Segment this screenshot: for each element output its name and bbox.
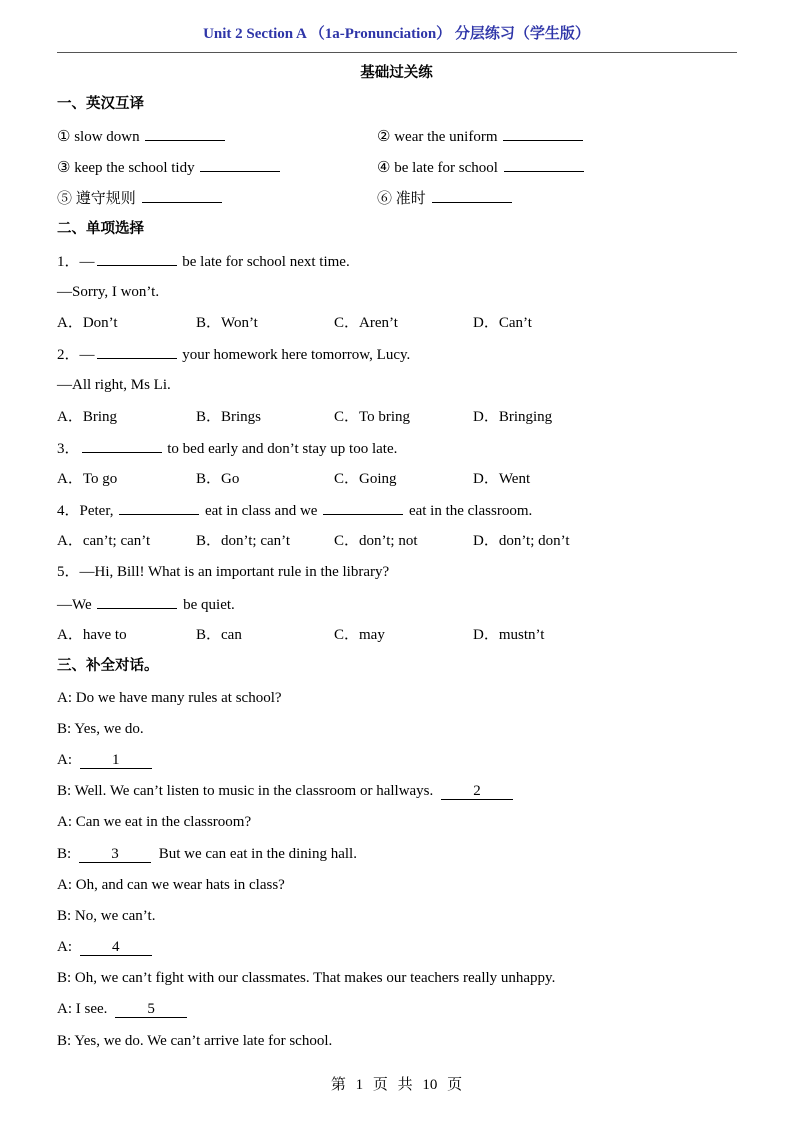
q1-options	[57, 313, 737, 333]
dialogue-line: A: Oh, and can we wear hats in class?	[57, 877, 285, 893]
answer-blank[interactable]	[432, 188, 512, 203]
option-c[interactable]: C．Going	[334, 471, 397, 487]
translate-item-2: ② wear the uniform	[377, 129, 498, 145]
speaker: B:	[57, 846, 72, 862]
translate-item-6: ⑥ 准时	[377, 191, 426, 207]
q4-text-mid: eat in class and we	[204, 503, 318, 519]
option-b[interactable]: B．Won’t	[196, 315, 258, 331]
question-1	[57, 251, 350, 272]
speaker: A:	[57, 939, 72, 955]
q4-text: eat in the classroom.	[408, 503, 533, 519]
option-a[interactable]: A．have to	[57, 627, 127, 643]
speaker: A:	[57, 752, 72, 768]
translate-item-3: ③ keep the school tidy	[57, 160, 195, 176]
q4-options	[57, 531, 737, 551]
q3-number: 3．	[57, 441, 80, 457]
numbered-blank-4[interactable]: 4	[80, 939, 152, 956]
option-c[interactable]: C．may	[334, 627, 385, 643]
part3-heading: 三、补全对话。	[57, 658, 159, 674]
q2-reply: —All right, Ms Li.	[57, 377, 171, 393]
translate-item-1: ① slow down	[57, 129, 140, 145]
question-4	[57, 500, 532, 521]
page-footer: 第 1 页 共 10 页	[330, 1077, 463, 1093]
translate-row-3	[57, 188, 737, 209]
q5-options	[57, 625, 737, 645]
option-d[interactable]: D．Went	[473, 471, 531, 487]
header-divider	[57, 52, 737, 53]
translate-item-5: ⑤ 遵守规则	[57, 191, 136, 207]
q5-text: be quiet.	[183, 597, 235, 613]
q4-number: 4．Peter,	[57, 503, 114, 519]
dialogue-line: B: Yes, we do. We can’t arrive late for school.	[57, 1033, 333, 1049]
q3-text: to bed early and don’t stay up too late.	[167, 441, 398, 457]
q1-reply: —Sorry, I won’t.	[57, 284, 160, 300]
answer-blank[interactable]	[200, 157, 280, 172]
question-5: 5．—Hi, Bill! What is an important rule in the library?	[57, 564, 390, 580]
translate-item-4: ④ be late for school	[377, 160, 498, 176]
answer-blank[interactable]	[97, 251, 177, 266]
option-a[interactable]: A．To go	[57, 471, 118, 487]
answer-blank[interactable]	[323, 500, 403, 515]
answer-blank[interactable]	[503, 126, 583, 141]
option-b[interactable]: B．Brings	[196, 409, 262, 425]
q5-reply	[57, 594, 235, 615]
question-2	[57, 344, 410, 365]
option-c[interactable]: C．don’t; not	[334, 533, 418, 549]
question-3	[57, 438, 397, 459]
numbered-blank-1[interactable]: 1	[80, 752, 152, 769]
answer-blank[interactable]	[119, 500, 199, 515]
option-d[interactable]: D．Can’t	[473, 315, 532, 331]
numbered-blank-5[interactable]: 5	[115, 1001, 187, 1018]
dialogue-line: A: Can we eat in the classroom?	[57, 814, 252, 830]
section-title: 基础过关练	[360, 65, 433, 81]
answer-blank[interactable]	[504, 157, 584, 172]
option-b[interactable]: B．don’t; can’t	[196, 533, 291, 549]
dialogue-text: A: I see.	[57, 1001, 108, 1017]
translate-row-1	[57, 126, 737, 147]
q2-options	[57, 407, 737, 427]
q1-text: be late for school next time.	[182, 254, 350, 270]
answer-blank[interactable]	[97, 344, 177, 359]
answer-blank[interactable]	[82, 438, 162, 453]
numbered-blank-3[interactable]: 3	[79, 846, 151, 863]
option-a[interactable]: A．Bring	[57, 409, 118, 425]
dialogue-line: B: Oh, we can’t fight with our classmates. That makes our teachers really unhappy.	[57, 970, 556, 986]
dialogue-line: A: Do we have many rules at school?	[57, 690, 282, 706]
option-d[interactable]: D．don’t; don’t	[473, 533, 570, 549]
numbered-blank-2[interactable]: 2	[441, 783, 513, 800]
option-c[interactable]: C．Aren’t	[334, 315, 398, 331]
option-b[interactable]: B．Go	[196, 471, 240, 487]
dialogue-text: B: Well. We can’t listen to music in the classroom or hallways.	[57, 783, 434, 799]
option-a[interactable]: A．can’t; can’t	[57, 533, 151, 549]
dialogue-line: B: Yes, we do.	[57, 721, 144, 737]
translate-row-2	[57, 157, 737, 178]
answer-blank[interactable]	[97, 594, 177, 609]
option-d[interactable]: D．mustn’t	[473, 627, 545, 643]
page-header-title: Unit 2 Section A （1a-Pronunciation） 分层练习（学生版）	[203, 26, 590, 42]
q3-options	[57, 469, 737, 489]
dialogue-line	[57, 844, 357, 864]
answer-blank[interactable]	[145, 126, 225, 141]
part2-heading: 二、单项选择	[57, 221, 144, 237]
answer-blank[interactable]	[142, 188, 222, 203]
dialogue-line	[57, 781, 517, 801]
dialogue-text: But we can eat in the dining hall.	[158, 846, 357, 862]
part1-heading: 一、英汉互译	[57, 96, 144, 112]
q1-number: 1．—	[57, 254, 95, 270]
dialogue-line	[57, 937, 156, 957]
option-a[interactable]: A．Don’t	[57, 315, 118, 331]
q2-number: 2．—	[57, 347, 95, 363]
option-d[interactable]: D．Bringing	[473, 409, 553, 425]
dialogue-line	[57, 750, 156, 770]
dialogue-line	[57, 999, 191, 1019]
option-b[interactable]: B．can	[196, 627, 242, 643]
q5-prefix: —We	[57, 597, 92, 613]
dialogue-line: B: No, we can’t.	[57, 908, 156, 924]
option-c[interactable]: C．To bring	[334, 409, 411, 425]
q2-text: your homework here tomorrow, Lucy.	[182, 347, 411, 363]
